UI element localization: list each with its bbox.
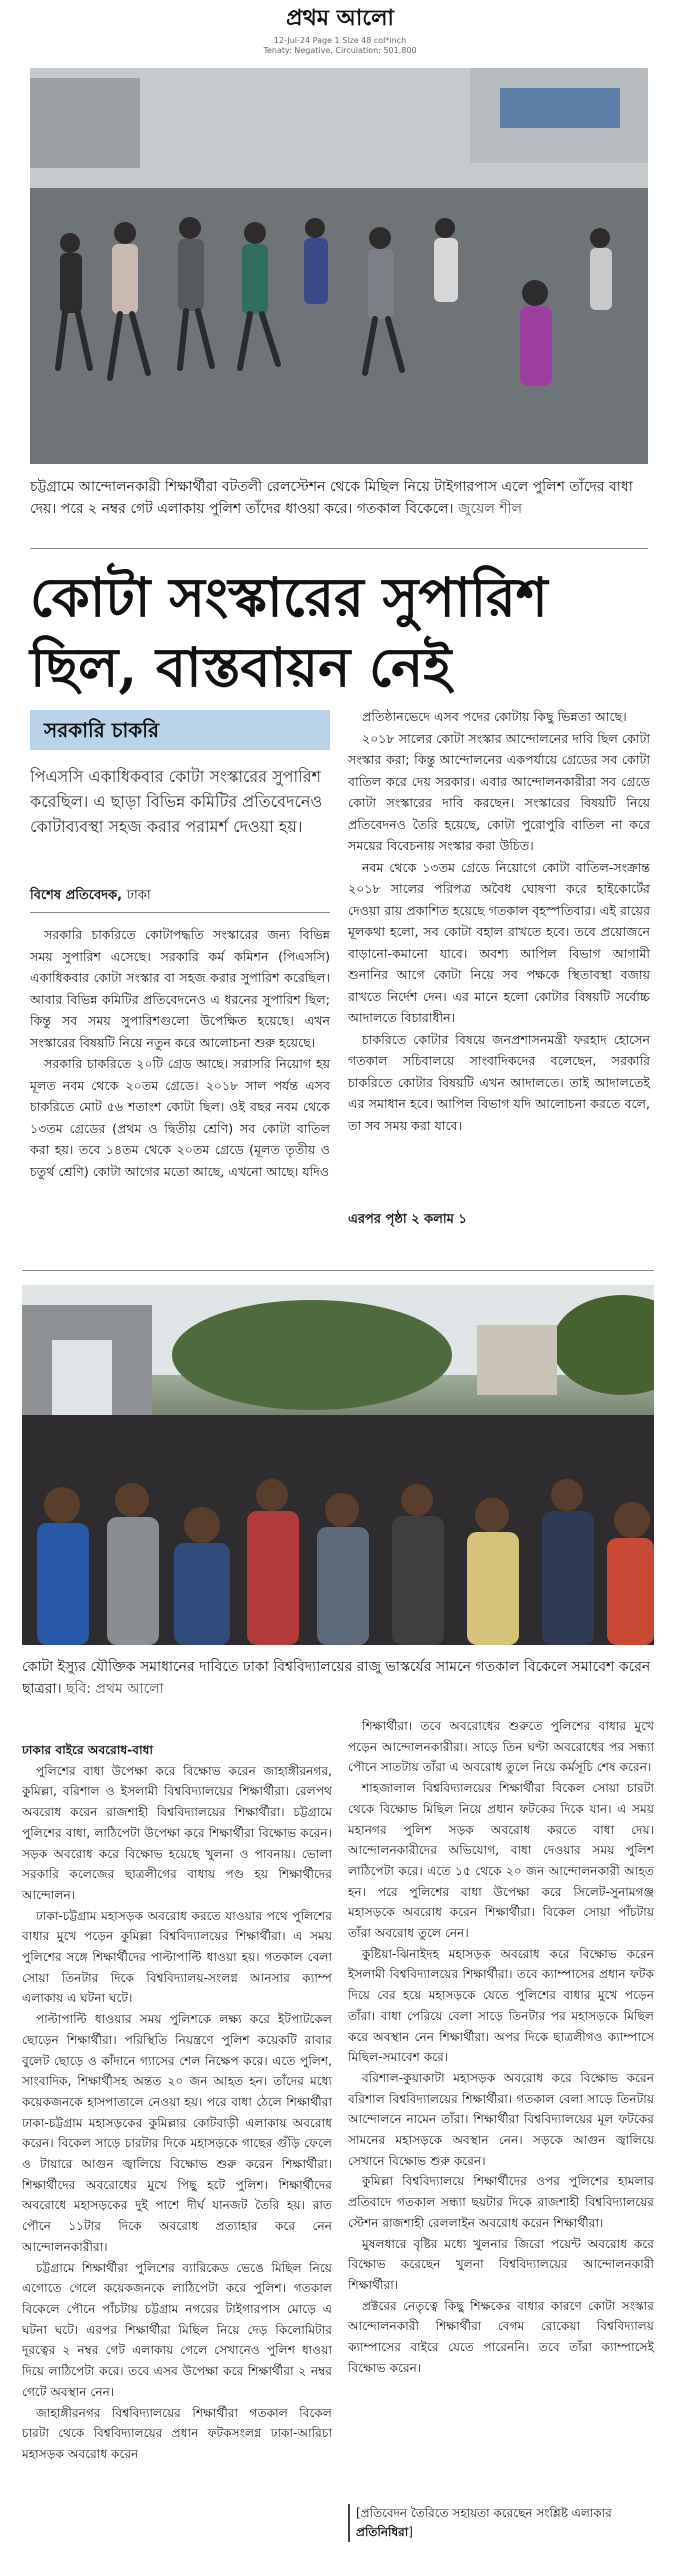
paragraph: শিক্ষার্থীরা। তবে অবরোধের শুরুতে পুলিশের বাধার মুখে পড়েন আন্দোলনকারীরা। সাড়ে তিন ঘণ্টা অবরোধের পর সন্ধ্যা পৌনে সাতটায় তাঁরা এ অবরোধ তুলে নিয়ে কর্মসূচি শেষ করেন। [348, 1719, 654, 1775]
story2-column-d [348, 1716, 654, 2379]
footer-note-end: ] [408, 2525, 413, 2539]
edition-meta [230, 36, 450, 56]
paragraph: কুষ্টিয়া-ঝিনাইদহ মহাসড়ক অবরোধ করে বিক্ষোভ করেন ইসলামী বিশ্ববিদ্যালয়ের শিক্ষার্থীরা। তবে ক্যাম্পাসের প্রধান ফটক দিয়ে বের হয়ে মহাসড়কে যেতে পুলিশের বাধার মুখে পড়েন তাঁরা। বাধা পেরিয়ে বেলা সাড়ে তিনটার পর মহাসড়কে মিছিল করে অবস্থান নেন শিক্ষার্থীরা। অপর দিকে ছাত্রলীগও ক্যাম্পাসে মিছিল-সমাবেশ করে। [348, 1946, 654, 2065]
reporting-credit-note [348, 2504, 654, 2542]
photo1-caption [30, 476, 648, 520]
photo1-credit: জুয়েল শীল [458, 501, 523, 517]
article-column-a [30, 924, 330, 1182]
paragraph: বরিশাল-কুয়াকাটা মহাসড়ক অবরোধ করে বিক্ষোভ করেন বরিশাল বিশ্ববিদ্যালয়ের শিক্ষার্থীরা। গতকাল বেলা সাড়ে তিনটায় আন্দোলনে নামেন তাঁরা। শিক্ষার্থীরা বিশ্ববিদ্যালয়ের মূল ফটকের সামনের মহাসড়কে অবস্থান নেন। সড়কে আগুন জ্বালিয়ে সেখানে বিক্ষোভ শুরু করেন। [348, 2070, 654, 2168]
article-headline: কোটা সংস্কারের সুপারিশ ছিল, বাস্তবায়ন নেই [30, 565, 548, 699]
byline-name: বিশেষ প্রতিবেদক, [30, 888, 123, 903]
section-label: সরকারি চাকরি [30, 710, 330, 750]
photo2-credit: ছবি: প্রথম আলো [66, 1681, 164, 1697]
story2-column-c [22, 1740, 332, 2465]
paragraph: চাকরিতে কোটার বিষয়ে জনপ্রশাসনমন্ত্রী ফরহাদ হোসেন গতকাল সচিবালয়ে সাংবাদিকদের বলেছেন, সরকারি চাকরিতে কোটার বিষয়টি এখন আদালতে। তাই আদালতেই এর সমাধান হবে। আপিল বিভাগ যদি আলোচনা করতে বলে, তা সব সময় করা যাবে। [348, 1031, 650, 1133]
continued-on-page: এরপর পৃষ্ঠা ২ কলাম ১ [348, 1212, 467, 1227]
paragraph: মুষলধারে বৃষ্টির মধ্যে খুলনার জিরো পয়েন্ট অবরোধ করে বিক্ষোভ করেছেন খুলনা বিশ্ববিদ্যালয়ের আন্দোলনকারী শিক্ষার্থীরা। [348, 2236, 654, 2292]
paragraph: প্রক্টরের নেতৃত্বে কিছু শিক্ষকের বাধার কারণে কোটা সংস্কার আন্দোলনকারী শিক্ষার্থীরা বেগম রোকেয়া বিশ্ববিদ্যালয় ক্যাম্পাসের বাইরে যেতে পারেননি। তবে তাঁরা ক্যাম্পাসেই বিক্ষোভ করেন। [348, 2298, 654, 2375]
article-column-b [348, 706, 650, 1136]
photo2-caption [22, 1656, 654, 1700]
newspaper-logo [270, 4, 410, 34]
meta-line-2: Tenaty: Negative, Circulation: 501,800 [263, 46, 417, 55]
photo2-caption-text: কোটা ইস্যুর যৌক্তিক সমাধানের দাবিতে ঢাকা বিশ্ববিদ্যালয়ের রাজু ভাস্কর্যের সামনে গতকাল বিকেলে সমাবেশ করেন ছাত্ররা। [22, 1659, 651, 1697]
footer-note-text: [প্রতিবেদন তৈরিতে সহায়তা করেছেন সংশ্লিষ্ট এলাকার [356, 2506, 612, 2520]
paragraph: চট্টগ্রামে শিক্ষার্থীরা পুলিশের ব্যারিকেড ভেঙে মিছিল নিয়ে এগোতে গেলে কয়েকজনকে লাঠিপেটা করে পুলিশ। গতকাল বিকেলে পৌনে পাঁচটায় চট্টগ্রাম নগরের টাইগারপাস মোড়ে এ ঘটনা ঘটে। এরপর শিক্ষার্থীরা মিছিল নিয়ে দেড় কিলোমিটার দূরত্বের ২ নম্বর গেট এলাকায় গেলে সেখানেও পুলিশ ধাওয়া দিয়ে লাঠিপেটা করে। তবে এসব উপেক্ষা করে শিক্ষার্থীরা ২ নম্বর গেটে অবস্থান নেন। [22, 2260, 332, 2399]
paragraph: সরকারি চাকরিতে ২০টি গ্রেড আছে। সরাসরি নিয়োগ হয় মূলত নবম থেকে ২০তম গ্রেডে। ২০১৮ সাল পর্যন্ত এসব চাকরিতে মোট ৫৬ শতাংশ কোটা ছিল। ওই বছর নবম থেকে ১৩তম গ্রেডের (প্রথম ও দ্বিতীয় শ্রেণি) সব কোটা বাতিল করা হয়। তবে ১৪তম থেকে ২০তম গ্রেডে (মূলত তৃতীয় ও চতুর্থ শ্রেণি) কোটা আগের মতো আছে, এখনো আছে। যদিও [30, 1056, 330, 1179]
meta-line-1: 12-Jul-24 Page 1 Size 48 col*inch [273, 36, 407, 45]
rally-photo-illustration [22, 1285, 654, 1645]
divider [30, 548, 648, 549]
paragraph: পুলিশের বাধা উপেক্ষা করে বিক্ষোভ করেন জাহাঙ্গীরনগর, কুমিল্লা, বরিশাল ও ইসলামী বিশ্ববিদ্যালয়ের শিক্ষার্থীরা। রেলপথ অবরোধ করেন রাজশাহী বিশ্ববিদ্যালয়ের শিক্ষার্থীরা। চট্টগ্রামে পুলিশের বাধা, লাঠিপেটা উপেক্ষা করে শিক্ষার্থীরা বিক্ষোভ করেন। সড়ক অবরোধ করে বিক্ষোভ হয়েছে খুলনা ও পাবনায়। ভোলা সরকারি কলেজের ছাত্রলীগের বাধায় পণ্ড হয় শিক্ষার্থীদের আন্দোলন। [22, 1763, 332, 1902]
paragraph: নবম থেকে ১৩তম গ্রেডে নিয়োগে কোটা বাতিল-সংক্রান্ত ২০১৮ সালের পরিপত্র অবৈধ ঘোষণা করে হাইকোর্টের দেওয়া রায় প্রকাশিত হয়েছে গতকাল বৃহস্পতিবার। এই রায়ের মূলকথা হলো, সব কোটা বহাল রাখতে হবে। তবে প্রয়োজনে বাড়ানো-কমানো যাবে। অবশ্য আপিল বিভাগ আগামী শুনানির আগে কোটা নিয়ে সব পক্ষকে স্থিতাবস্থা বজায় রাখতে নির্দেশ দেন। এর মানে হলো কোটার বিষয়টি সর্বোচ্চ আদালতে বিচারাধীন। [348, 859, 650, 1025]
paragraph: পাল্টাপাল্টি ধাওয়ার সময় পুলিশকে লক্ষ্য করে ইটপাটকেল ছোড়েন শিক্ষার্থীরা। পরিস্থিতি নিয়ন্ত্রণে পুলিশ কয়েকটি রাবার বুলেট ছোড়ে ও কাঁদানে গ্যাসের শেল নিক্ষেপ করে। এতে পুলিশ, সাংবাদিক, শিক্ষার্থীসহ অন্তত ২০ জন আহত হন। তাঁদের মধ্যে কয়েকজনকে হাসপাতালে নেওয়া হয়। পরে বাধা ঠেলে শিক্ষার্থীরা ঢাকা-চট্টগ্রাম মহাসড়কের কুমিল্লার কোটবাড়ী এলাকায় অবরোধ করেন। বিকেল সাড়ে চারটার দিকে মহাসড়কে গাছের গুঁড়ি ফেলে ও টায়ারে আগুন জ্বালিয়ে বিক্ষোভ শুরু করেন শিক্ষার্থীরা। শিক্ষার্থীদের অবরোধের মুখে পিছু হটে পুলিশ। শিক্ষার্থীদের অবরোধে মহাসড়কের দুই পাশে দীর্ঘ যানজট তৈরি হয়। রাত পৌনে ১১টার দিকে অবরোধ প্রত্যাহার করে নেন আন্দোলনকারীরা। [22, 2012, 332, 2254]
paragraph: সরকারি চাকরিতে কোটাপদ্ধতি সংস্কারের জন্য বিভিন্ন সময় সুপারিশ এসেছে। সরকারি কর্ম কমিশন (পিএসসি) একাধিকবার কোটা সংস্কার বা সহজ করার সুপারিশ করেছিল। আবার বিভিন্ন কমিটির প্রতিবেদনেও এ ধরনের সুপারিশ ছিল; কিন্তু সব সময় সুপারিশগুলো উপেক্ষিত হয়েছে। এখন সংস্কারের বিষয়টি নিয়ে নতুন করে আলোচনা শুরু হয়েছে। [30, 927, 330, 1050]
masthead [0, 0, 678, 58]
protest-photo-chattogram [30, 68, 648, 464]
footer-note-bold: প্রতিনিধিরা [356, 2525, 409, 2539]
byline-place: ঢাকা [126, 888, 151, 903]
paragraph: শাহজালাল বিশ্ববিদ্যালয়ের শিক্ষার্থীরা বিকেল সোয়া চারটা থেকে বিক্ষোভ মিছিল নিয়ে প্রধান ফটকের দিকে যান। এ সময় মহানগর পুলিশ সড়ক অবরোধ করতে বাধা দেয়। আন্দোলনকারীদের অভিযোগ, বাধা দেওয়ার সময় পুলিশ লাঠিপেটা করে। এতে ১৫ থেকে ২০ জন আন্দোলনকারী আহত হন। পরে পুলিশের বাধা উপেক্ষা করে সিলেট-সুনামগঞ্জ মহাসড়কে অবরোধ করেন শিক্ষার্থীরা। বিকেল সোয়া পাঁচটায় তাঁরা অবরোধ তুলে নেন। [348, 1781, 654, 1941]
paragraph: ঢাকা-চট্টগ্রাম মহাসড়ক অবরোধ করতে যাওয়ার পথে পুলিশের বাধার মুখে পড়েন কুমিল্লা বিশ্ববিদ্যালয়ের শিক্ষার্থীরা। এ সময় পুলিশের সঙ্গে শিক্ষার্থীদের পাল্টাপাল্টি ধাওয়া হয়। গতকাল বেলা সোয়া তিনটার দিকে বিশ্ববিদ্যালয়-সংলগ্ন আনসার ক্যাম্প এলাকায় এ ঘটনা ঘটে। [22, 1908, 332, 2006]
protest-photo-chattogram-illustration [30, 68, 648, 464]
paragraph: প্রতিষ্ঠানভেদে এসব পদের কোটায় কিছু ভিন্নতা আছে। [362, 709, 627, 724]
section-divider [22, 1270, 654, 1271]
byline [30, 886, 330, 906]
rally-photo-dhaka-university [22, 1285, 654, 1645]
paragraph: কুমিল্লা বিশ্ববিদ্যালয়ে শিক্ষার্থীদের ওপর পুলিশের হামলার প্রতিবাদে গতকাল সন্ধ্যা ছয়টার দিকে রাজশাহী বিশ্ববিদ্যালয়ের স্টেশন রাজশাহী রেললাইন অবরোধ করেন শিক্ষার্থীরা। [348, 2174, 654, 2230]
byline-divider [30, 912, 330, 913]
article-summary: পিএসসি একাধিকবার কোটা সংস্কারের সুপারিশ করেছিল। এ ছাড়া বিভিন্ন কমিটির প্রতিবেদনেও কোটাব্যবস্থা সহজ করার পরামর্শ দেওয়া হয়। [30, 767, 323, 836]
photo1-caption-text: চট্টগ্রামে আন্দোলনকারী শিক্ষার্থীরা বটতলী রেলস্টেশন থেকে মিছিল নিয়ে টাইগারপাস এলে পুলিশ তাঁদের বাধা দেয়। পরে ২ নম্বর গেট এলাকায় পুলিশ তাঁদের ধাওয়া করে। গতকাল বিকেলে। [30, 479, 633, 517]
paragraph: জাহাঙ্গীরনগর বিশ্ববিদ্যালয়ের শিক্ষার্থীরা গতকাল বিকেল চারটা থেকে বিশ্ববিদ্যালয়ের প্রধান ফটকসংলগ্ন ঢাকা-আরিচা মহাসড়ক অবরোধ করেন [22, 2405, 332, 2461]
story2-subhead: ঢাকার বাইরে অবরোধ-বাধা [22, 1743, 153, 1757]
paragraph: ২০১৮ সালের কোটা সংস্কার আন্দোলনের দাবি ছিল কোটা সংস্কার করা; কিন্তু আন্দোলনের একপর্যায়ে গ্রেডের সব কোটা বাতিল করে দেয় সরকার। এবার আন্দোলনকারীরা সব গ্রেডে কোটা সংস্কারের দাবি করছেন। সংস্কারের বিষয়টি নিয়ে প্রতিবেদনও তৈরি হয়েছে, কোটা পুরোপুরি বাতিল না করে সময়ের বিবেচনায় সংস্কার করা উচিত। [348, 730, 650, 853]
logo-text: প্রথম আলো [286, 6, 394, 31]
